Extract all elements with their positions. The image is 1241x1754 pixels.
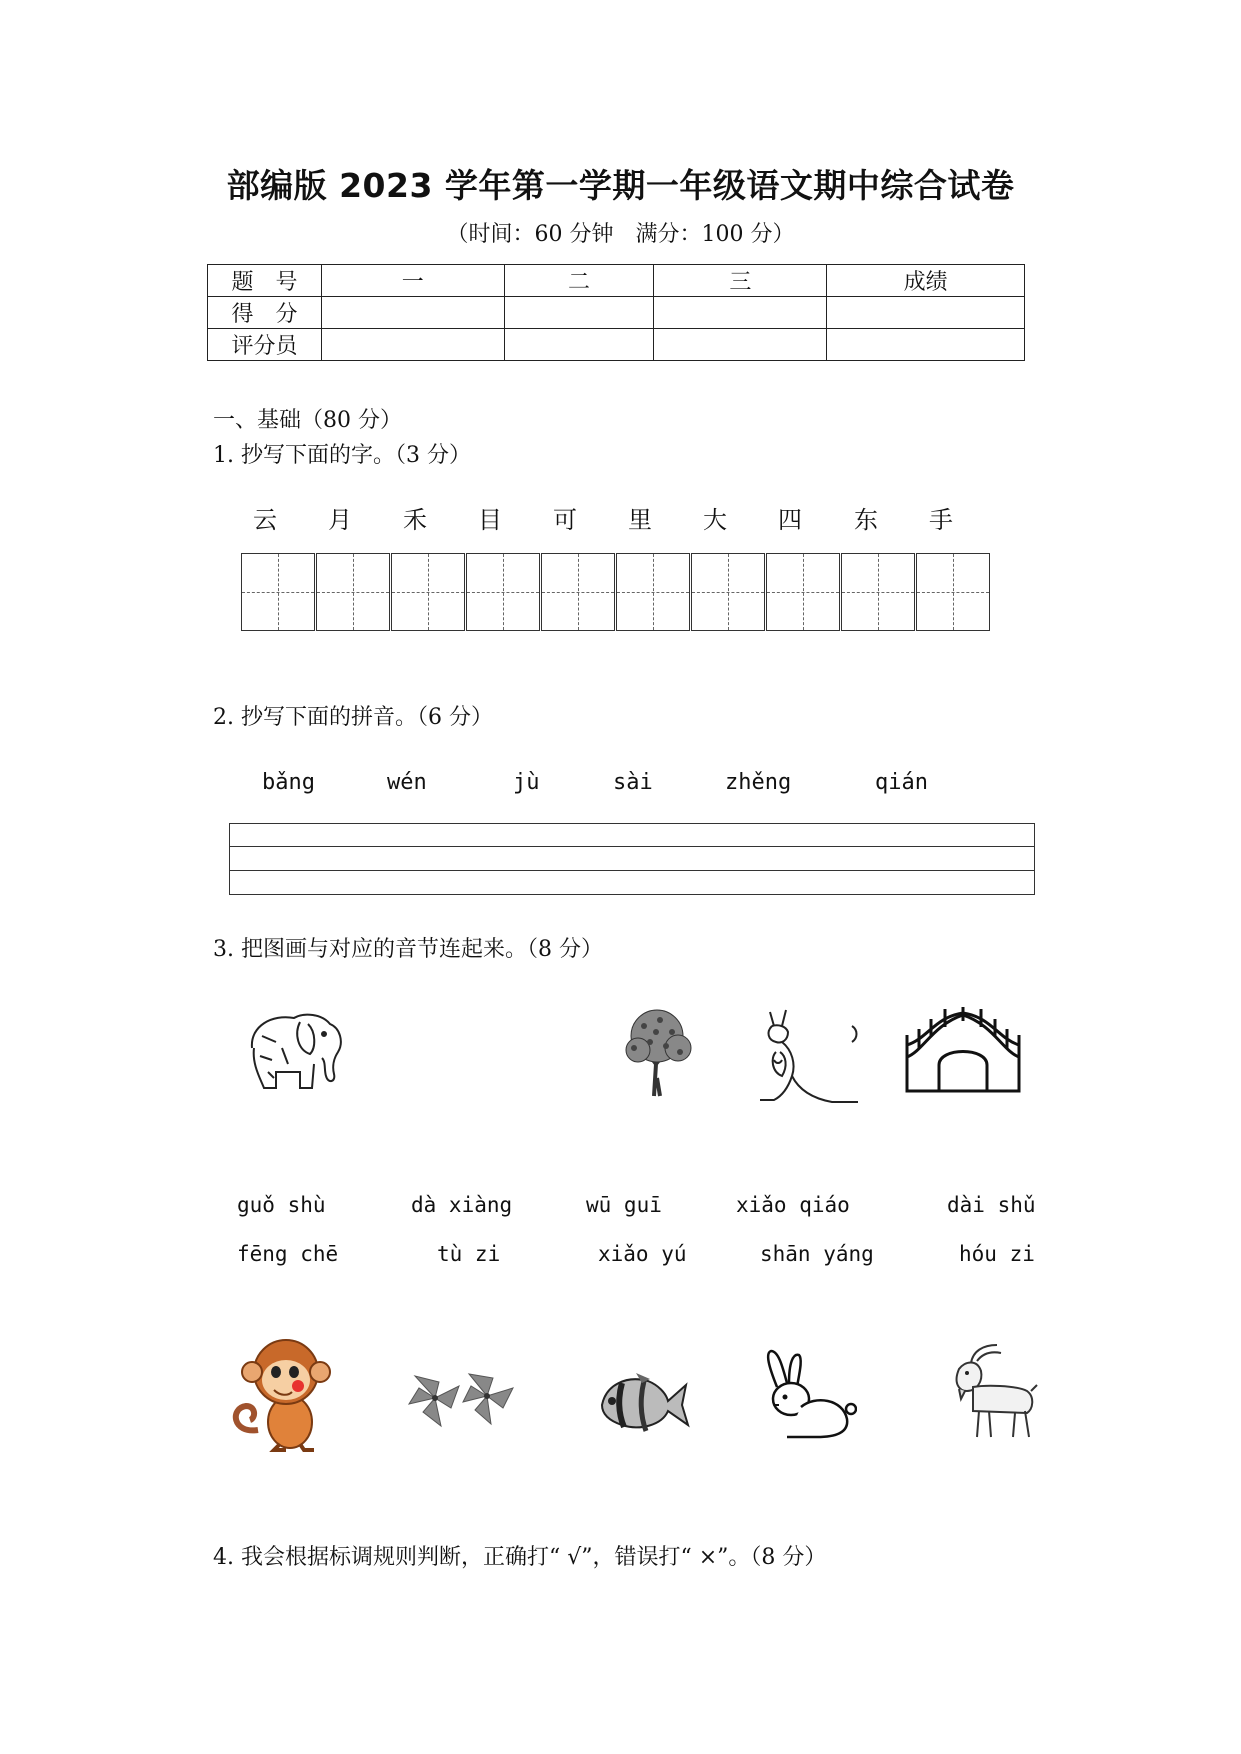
table-cell: 题 号 [208, 265, 322, 297]
pinyin-item: sài [613, 770, 653, 795]
kangaroo-icon[interactable] [752, 1006, 862, 1108]
question-4-prompt: 4. 我会根据标调规则判断，正确打“ √”，错误打“ ×”。（8 分） [213, 1545, 827, 1570]
table-cell: 二 [504, 265, 654, 297]
character: 里 [628, 506, 652, 534]
rabbit-icon[interactable] [757, 1347, 857, 1441]
page-subtitle: （时间：60 分钟 满分：100 分） [446, 222, 795, 247]
score-field[interactable] [654, 297, 827, 329]
pinwheel-icon[interactable] [405, 1364, 519, 1432]
pinyin-item: zhěng [725, 770, 792, 795]
fruit-tree-icon[interactable] [620, 1006, 695, 1098]
bridge-icon[interactable] [903, 1005, 1023, 1095]
writing-cell[interactable] [841, 553, 915, 631]
elephant-icon[interactable] [242, 1008, 352, 1092]
character: 月 [328, 506, 352, 534]
pinyin-item: jù [513, 770, 540, 795]
section-heading: 一、基础（80 分） [213, 408, 402, 433]
table-cell: 三 [654, 265, 827, 297]
table-cell: 一 [321, 265, 504, 297]
table-cell: 评分员 [208, 329, 322, 361]
writing-cell[interactable] [391, 553, 465, 631]
writing-cell[interactable] [691, 553, 765, 631]
writing-cell[interactable] [541, 553, 615, 631]
character: 目 [478, 506, 502, 534]
table-row [208, 265, 1025, 297]
goat-icon[interactable] [943, 1341, 1039, 1441]
score-field[interactable] [321, 297, 504, 329]
syllable[interactable]: dài shǔ [947, 1193, 1036, 1217]
syllable[interactable]: tù zi [437, 1242, 501, 1266]
writing-cell[interactable] [766, 553, 840, 631]
score-field[interactable] [504, 297, 654, 329]
page-title: 部编版 2023 学年第一学期一年级语文期中综合试卷 [226, 166, 1015, 205]
syllable[interactable]: guǒ shù [237, 1193, 326, 1217]
writing-cell[interactable] [241, 553, 315, 631]
syllable[interactable]: wū guī [586, 1193, 662, 1217]
writing-cell[interactable] [316, 553, 390, 631]
syllable[interactable]: dà xiàng [411, 1193, 513, 1217]
table-row [208, 329, 1025, 361]
writing-cell[interactable] [616, 553, 690, 631]
character: 云 [253, 506, 277, 534]
writing-cell[interactable] [916, 553, 990, 631]
grader-field[interactable] [321, 329, 504, 361]
writing-cell[interactable] [466, 553, 540, 631]
character: 禾 [403, 506, 427, 534]
grader-field[interactable] [827, 329, 1025, 361]
table-row [208, 297, 1025, 329]
pinyin-item: bǎng [262, 770, 315, 795]
character: 大 [703, 506, 727, 534]
syllable[interactable]: hóu zi [959, 1242, 1035, 1266]
pinyin-writing-lines[interactable] [229, 823, 1035, 895]
grader-field[interactable] [654, 329, 827, 361]
question-2-prompt: 2. 抄写下面的拼音。（6 分） [213, 705, 493, 730]
syllable[interactable]: xiǎo qiáo [736, 1193, 850, 1217]
syllable[interactable]: fēng chē [237, 1242, 339, 1266]
question-3-prompt: 3. 把图画与对应的音节连起来。（8 分） [213, 937, 603, 962]
table-cell: 得 分 [208, 297, 322, 329]
pinyin-item: qián [875, 770, 928, 795]
pinyin-item: wén [387, 770, 427, 795]
character: 东 [854, 506, 878, 534]
table-cell: 成绩 [827, 265, 1025, 297]
character: 四 [778, 506, 802, 534]
syllable[interactable]: xiǎo yú [598, 1242, 687, 1266]
character: 手 [929, 506, 953, 534]
syllable[interactable]: shān yáng [760, 1242, 874, 1266]
monkey-icon[interactable] [228, 1334, 346, 1452]
grader-field[interactable] [504, 329, 654, 361]
fish-icon[interactable] [596, 1369, 690, 1437]
score-table [207, 264, 1025, 361]
question-1-prompt: 1. 抄写下面的字。（3 分） [213, 443, 471, 468]
character: 可 [553, 506, 577, 534]
score-field[interactable] [827, 297, 1025, 329]
